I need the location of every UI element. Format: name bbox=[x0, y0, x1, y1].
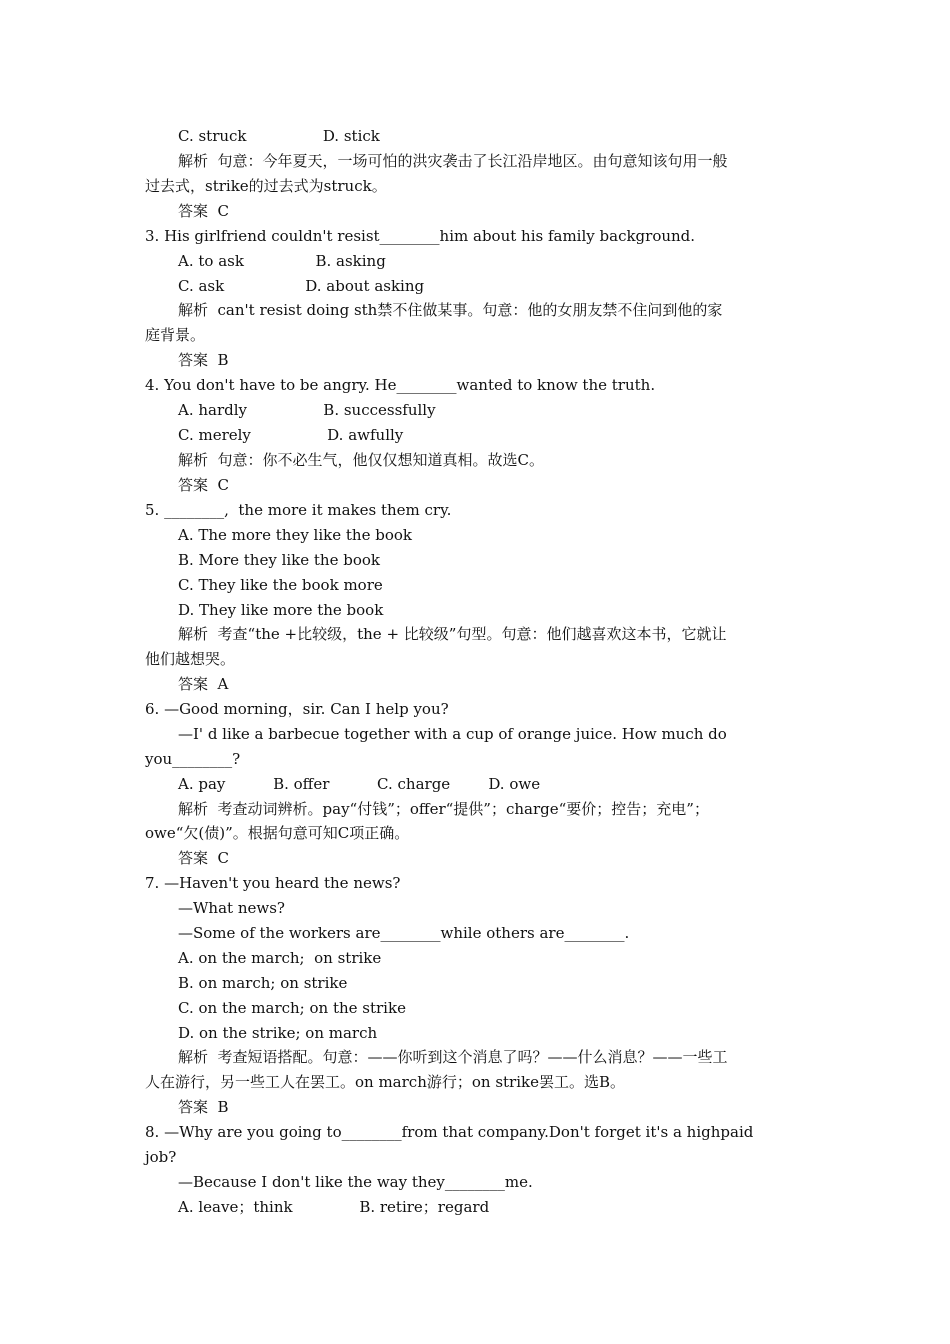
text-line: owe“欠(债)”。根据句意可知C项正确。 bbox=[145, 824, 410, 842]
text-line: 答案 C bbox=[178, 476, 230, 494]
text-line: 答案 C bbox=[178, 202, 230, 220]
text-line: C. merely D. awfully bbox=[178, 426, 404, 444]
text-line: 8. —Why are you going to________from that company.Don't forget it's a highpaid bbox=[145, 1123, 754, 1141]
text-line: you________? bbox=[145, 750, 241, 768]
text-line: B. on march; on strike bbox=[178, 974, 348, 992]
text-line: —What news? bbox=[178, 899, 285, 917]
text-line: 5. ________, the more it makes them cry. bbox=[145, 501, 452, 519]
text-line: 解析 考查“the +比较级，the + 比较级”句型。句意：他们越喜欢这本书，它就让 bbox=[178, 625, 727, 643]
text-line: B. More they like the book bbox=[178, 551, 380, 569]
text-line: 解析 考查短语搭配。句意：——你听到这个消息了吗？——什么消息？——一些工 bbox=[178, 1048, 728, 1066]
text-line: C. on the march; on the strike bbox=[178, 999, 406, 1017]
text-line: A. leave；think B. retire；regard bbox=[178, 1198, 490, 1216]
text-line: 解析 句意：今年夏天，一场可怕的洪灾袭击了长江沿岸地区。由句意知该句用一般 bbox=[178, 152, 728, 170]
text-line: A. The more they like the book bbox=[178, 526, 412, 544]
text-line: 7. —Haven't you heard the news? bbox=[145, 874, 401, 892]
text-line: 答案 C bbox=[178, 849, 230, 867]
text-line: 解析 句意：你不必生气，他仅仅想知道真相。故选C。 bbox=[178, 451, 545, 469]
text-line: A. hardly B. successfully bbox=[178, 401, 436, 419]
text-line: 庭背景。 bbox=[145, 326, 206, 344]
text-line: job? bbox=[145, 1148, 177, 1166]
text-line: 答案 B bbox=[178, 351, 229, 369]
text-line: 解析 考查动词辨析。pay“付钱”；offer“提供”；charge“要价；控告；充电”； bbox=[178, 800, 709, 818]
text-line: C. ask D. about asking bbox=[178, 277, 425, 295]
text-line: —I' d like a barbecue together with a cup of orange juice. How much do bbox=[178, 725, 727, 743]
text-line: —Because I don't like the way they________me. bbox=[178, 1173, 533, 1191]
text-line: 过去式，strike的过去式为struck。 bbox=[145, 177, 387, 195]
text-line: 4. You don't have to be angry. He________wanted to know the truth. bbox=[145, 376, 656, 394]
text-line: D. They like more the book bbox=[178, 601, 384, 619]
text-line: 答案 A bbox=[178, 675, 229, 693]
text-line: A. on the march; on strike bbox=[178, 949, 382, 967]
text-line: A. pay B. offer C. charge D. owe bbox=[178, 775, 541, 793]
text-line: 答案 B bbox=[178, 1098, 229, 1116]
text-line: 6. —Good morning，sir. Can I help you? bbox=[145, 700, 449, 718]
text-line: C. struck D. stick bbox=[178, 127, 380, 145]
text-line: 人在游行，另一些工人在罢工。on march游行；on strike罢工。选B。 bbox=[145, 1073, 626, 1091]
text-line: A. to ask B. asking bbox=[178, 252, 386, 270]
text-line: 解析 can't resist doing sth禁不住做某事。句意：他的女朋友禁不住问到他的家 bbox=[178, 301, 723, 319]
text-line: 他们越想哭。 bbox=[145, 650, 236, 668]
text-line: C. They like the book more bbox=[178, 576, 383, 594]
text-line: 3. His girlfriend couldn't resist________him about his family background. bbox=[145, 227, 696, 245]
text-line: D. on the strike; on march bbox=[178, 1024, 378, 1042]
text-line: —Some of the workers are________while others are________. bbox=[178, 924, 630, 942]
